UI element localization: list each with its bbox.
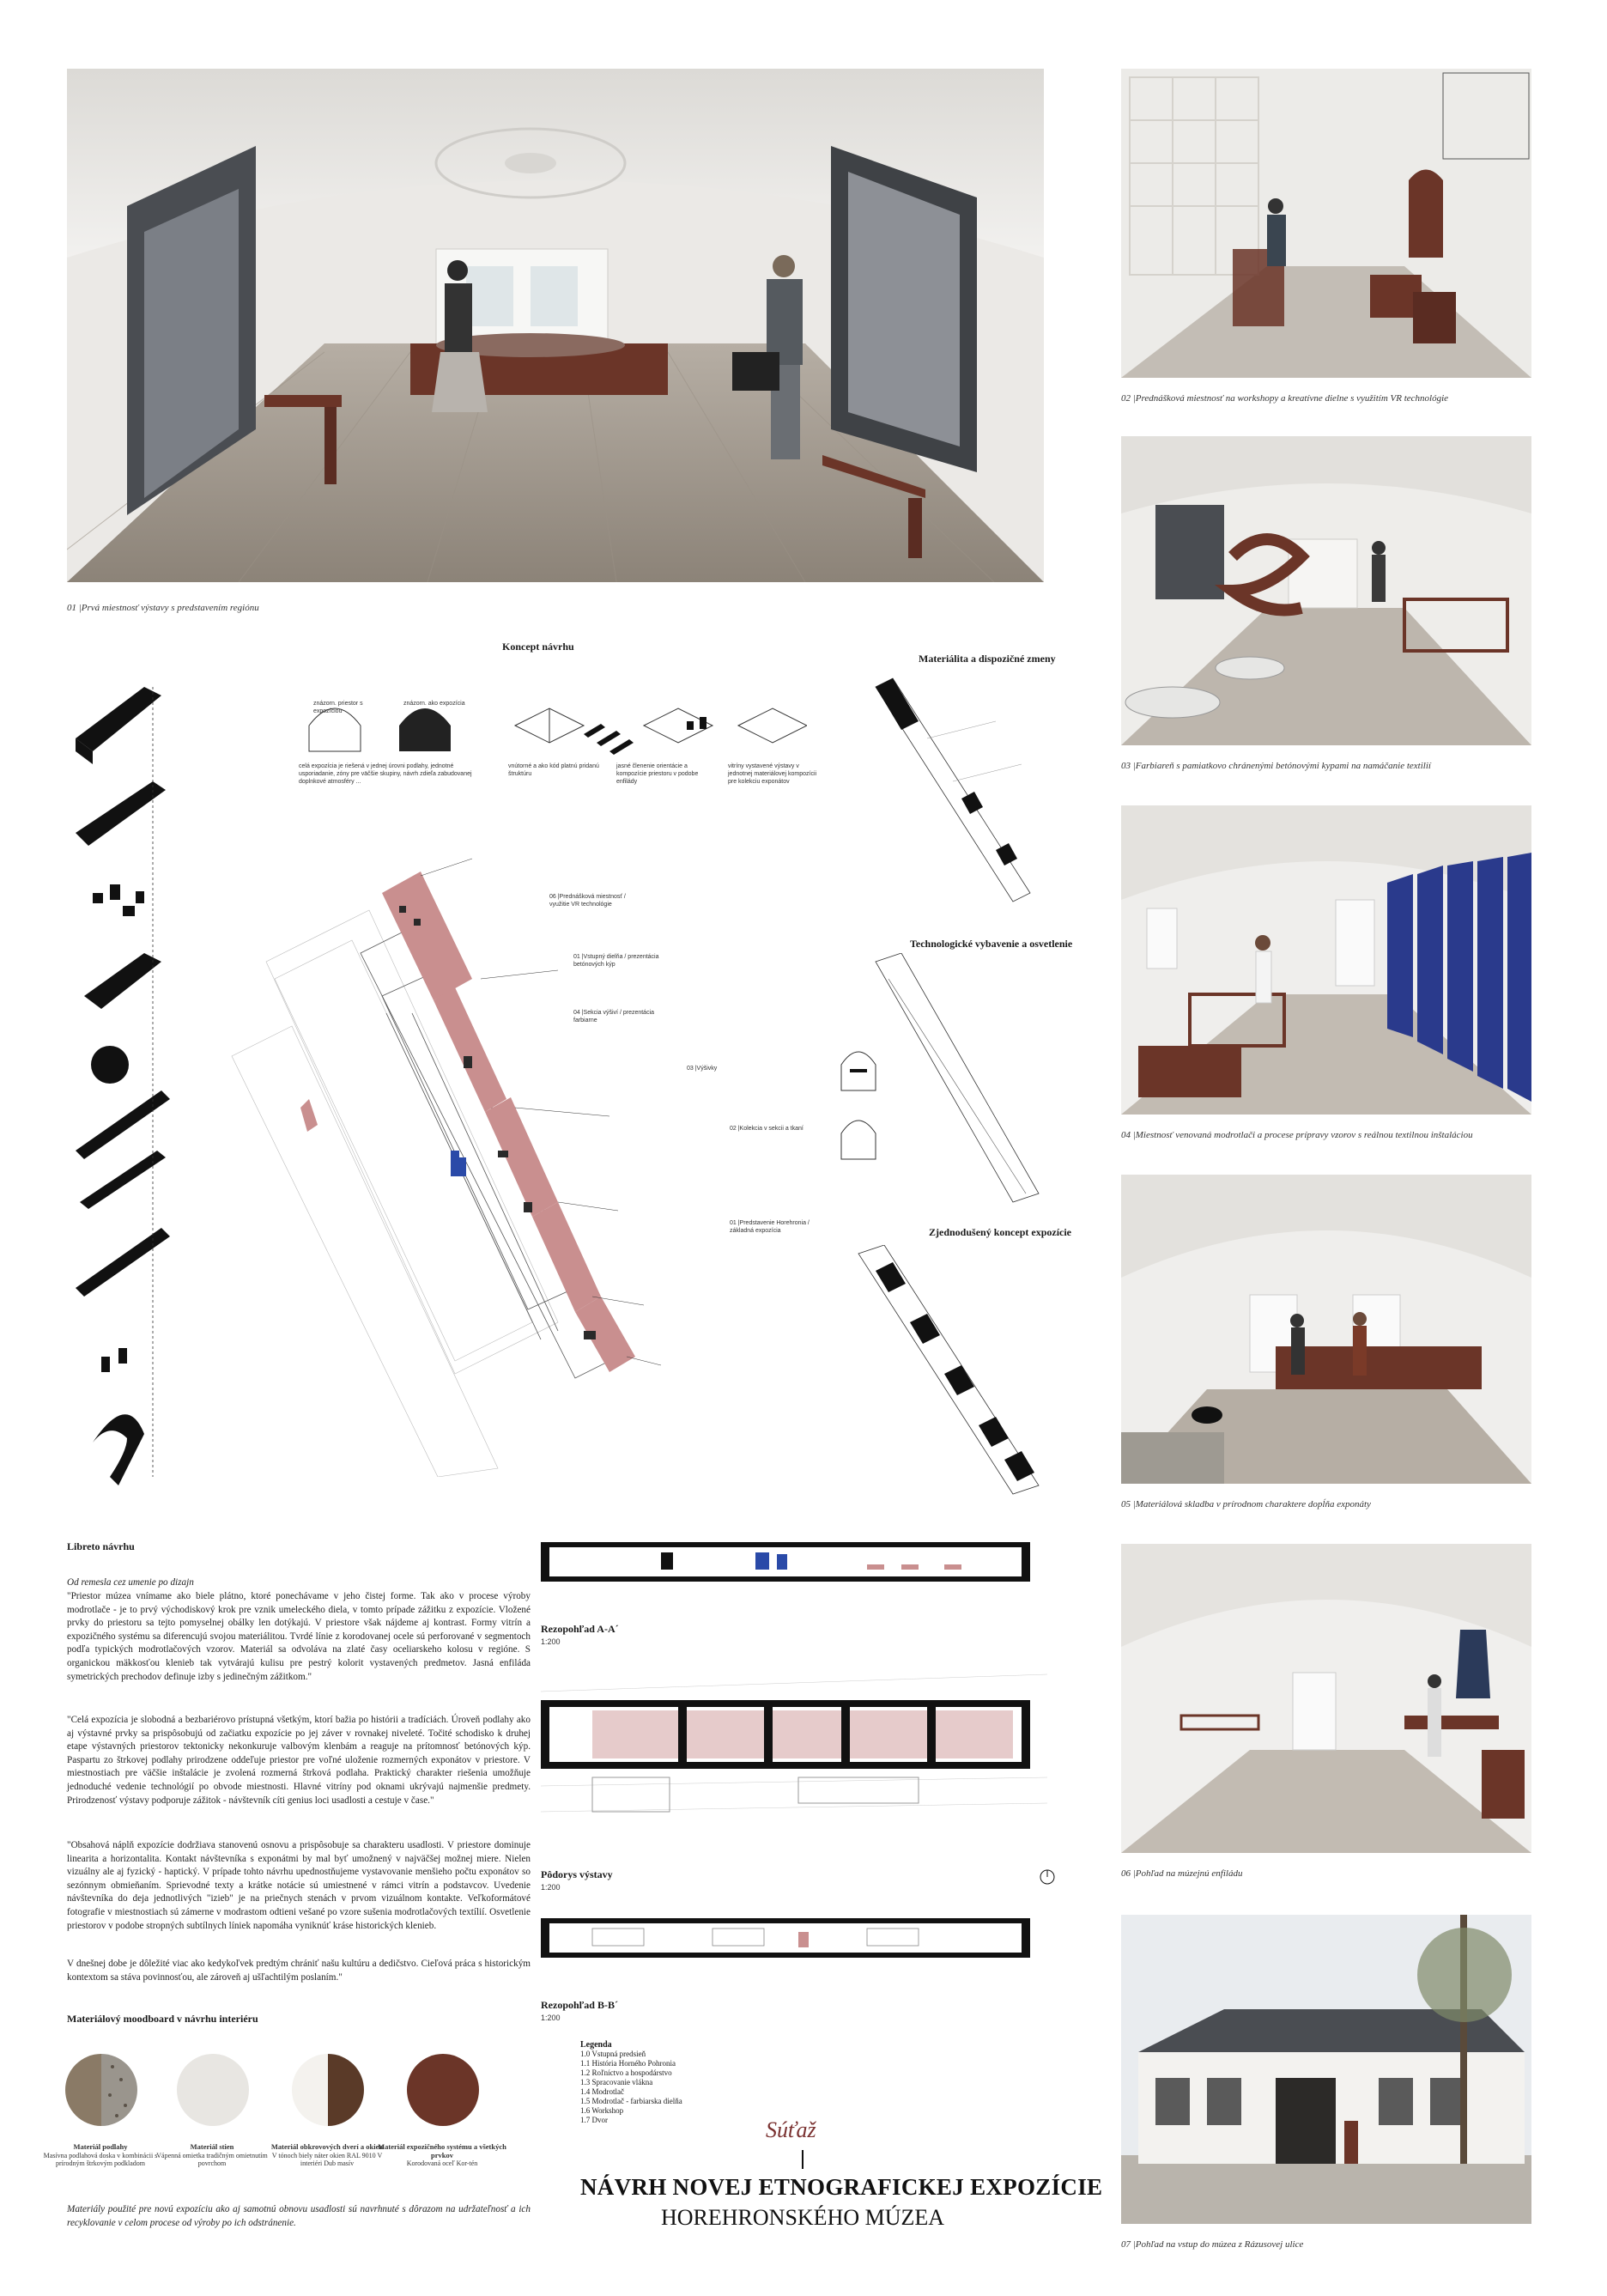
- legend-item: 1.4 Modrotlač: [580, 2087, 624, 2096]
- exploded-axonometry-strip: [67, 670, 213, 1494]
- swatch-corten: [407, 2054, 479, 2126]
- swatch-floor: [65, 2054, 137, 2126]
- render-02-workshop: [1121, 69, 1531, 378]
- concept-label-a: znázorn. priestor s expozíciou: [313, 701, 363, 714]
- swatch-floor-label: Materiál podlahy Masívna podlahová doska v kombinácii s prírodným štrkovým podkladom: [43, 2142, 158, 2167]
- section-bb-title: Rezopohľad B-B´: [541, 1999, 618, 2011]
- legend-item: 1.3 Spracovanie vlákna: [580, 2078, 653, 2086]
- legend-title: Legenda: [580, 2040, 612, 2050]
- plan-label-3: 04 |Sekcia výšiví / prezentácia farbiarne: [573, 1010, 655, 1023]
- north-arrow-icon: [1039, 1868, 1056, 1886]
- project-title: NÁVRH NOVEJ ETNOGRAFICKEJ EXPOZÍCIE: [580, 2174, 1103, 2200]
- render-05-material-room: [1121, 1175, 1531, 1484]
- section-aa-title: Rezopohľad A-A´: [541, 1623, 619, 1635]
- plan-label-1: 06 |Prednášková miestnosť / využitie VR technológie: [549, 894, 626, 908]
- swatch-walls-label: Materiál stien Vápenná omietka tradičným omietnutím povrchom: [156, 2142, 268, 2167]
- render-01-caption: 01 |Prvá miestnosť výstavy s predstavením regiónu: [67, 603, 259, 613]
- libreto-paragraph-4: V dnešnej dobe je dôležité viac ako kedykoľvek predtým chrániť našu kultúru a dedičstvo. Cieľová práca s historickým kontextom sa stáva povinnosťou, ale zároveň aj ušľachtilým poslaním.": [67, 1959, 531, 1983]
- title-divider: [802, 2150, 804, 2169]
- libreto-paragraph-1: "Priestor múzea vnímame ako biele plátno, ktoré ponechávame v jeho čistej forme. Tak ako v procese výroby modrotlače - je to prvý východiskový krok pre vznik umeleckého diela, v tomto prípade zážitku z expozície. Vložené prvky do priestoru sa tejto pomyselnej obálky len dotýkajú. V priestore však nájdeme aj kontrast. Formy vitrín a expozičného systému sa diferencujú svojou materiálitou. Tvrdé línie z korodovanej ocele sú perforované v segmentoch podľa typických modrotlačových vzorov. Materiál sa odvoláva na zlaté časy oceliarskeho kolosu v regióne. S organickou mäkkosťou klenieb tak vytvárajú kulisu pre pestrý kolorit vystavených predmetov. Jasná enfiláda symetrických prechodov definuje izby s jedinečným zážitkom.": [67, 1591, 531, 1682]
- floor-plan-scale: 1:200: [541, 1883, 561, 1892]
- plan-label-4: 03 |Výšivky: [687, 1066, 718, 1072]
- section-aa-scale: 1:200: [541, 1637, 561, 1646]
- floor-plan-drawing: [541, 1657, 1047, 1837]
- render-04-caption: 04 |Miestnosť venovaná modrotlači a procese prípravy vzorov s reálnou textilnou inštaláciou: [1121, 1130, 1473, 1140]
- libreto-subtitle: Od remesla cez umenie po dizajn: [67, 1577, 194, 1588]
- legend-item: 1.2 Roľníctvo a hospodárstvo: [580, 2068, 672, 2077]
- render-07-caption: 07 |Pohľad na vstup do múzea z Rázusovej ulice: [1121, 2239, 1304, 2250]
- concept-step-2: jasné členenie orientácie a kompozície priestoru v podobe enfilády: [616, 763, 699, 785]
- swatch-windows-label: Materiál obkrovových dverí a okien V tónoch biely náter okien RAL 9010 V interiéri Dub masív: [270, 2142, 384, 2167]
- moodboard-note: Materiály použité pre novú expozíciu ako aj samotnú obnovu usadlosti sú navrhnuté s dôrazom na udržateľnosť a ich recyklovanie v celom procese od výroby po ich odstránenie.: [67, 2204, 531, 2228]
- simplified-header: Zjednodušený koncept expozície: [929, 1226, 1072, 1238]
- legend-item: 1.6 Workshop: [580, 2106, 624, 2115]
- legend-item: 1.7 Dvor: [580, 2116, 608, 2124]
- libreto-header: Libreto návrhu: [67, 1540, 135, 1552]
- legend: [580, 2040, 682, 2125]
- concept-step-1: vnútorné a ako kód platnú pridanú štruktúru: [508, 763, 599, 777]
- contest-label: Súťaž: [766, 2117, 816, 2142]
- concept-label-b: znázorn. ako expozícia: [403, 701, 465, 707]
- libreto-paragraph-3: "Obsahová náplň expozície dodržiava stanovenú osnovu a prispôsobuje sa charakteru usadlosti. V priestore dominuje linearita a horizontalita. Kontakt návštevníka s exponátmi by mal byť umožnený v najväčšej možnej miere. Nielen vizuálny ale aj fyzický - haptický. V prípade tohto návrhu upednostňujeme vystavovanie menšieho počtu exponátov so sezónnym obmieňaním. Sprievodné texty a krátke notácie sú umiestnené v rámci vitrín a podstavcov. Uvedenie návštevníka do deja jednotlivých "izieb" je na priečnych stenách v prvom vizuálnom kontakte. Veľkoformátové fotografie v miestnostiach sú zámerne v modrastom odtieni vešané po vzore sušenia modrotlačových textílií. Osvetlenie priestorov v podobe stropných subtílnych líniek napomáha vyniknúť kráse historických klenieb.: [67, 1840, 531, 1931]
- legend-item: 1.5 Modrotlač - farbiarska dielňa: [580, 2097, 682, 2105]
- concept-step-3: vitríny vystavené výstavy v jednotnej materiálovej kompozícii pre kolekciu exponátov: [728, 763, 817, 785]
- project-subtitle: HOREHRONSKÉHO MÚZEA: [661, 2205, 945, 2230]
- legend-item: 1.0 Vstupná predsieň: [580, 2050, 646, 2058]
- technology-header: Technologické vybavenie a osvetlenie: [910, 938, 1073, 950]
- render-05-caption: 05 |Materiálová skladba v prírodnom charaktere dopĺňa exponáty: [1121, 1499, 1371, 1509]
- materials-header: Materiálita a dispozičné zmeny: [919, 653, 1056, 665]
- swatch-windows-doors: [292, 2054, 364, 2126]
- section-bb-scale: 1:200: [541, 2014, 561, 2022]
- render-03-caption: 03 |Farbiareň s pamiatkovo chránenými betónovými kypami na namáčanie textilií: [1121, 761, 1431, 771]
- floor-plan-title: Pôdorys výstavy: [541, 1868, 613, 1880]
- render-03-dyehouse: [1121, 436, 1531, 745]
- plan-label-2: 01 |Vstupný dielňa / prezentácia betónových kýp: [573, 954, 659, 968]
- swatch-corten-label: Materiál expozičného systému a všetkých prvkov Korodovaná oceľ Kor-tén: [378, 2142, 506, 2167]
- render-02-caption: 02 |Prednášková miestnosť na workshopy a kreatívne dielne s využitím VR technológie: [1121, 393, 1449, 404]
- simplified-diagram: [824, 1245, 1064, 1503]
- technology-diagram: [824, 953, 1064, 1211]
- axonometric-plan: [215, 841, 833, 1477]
- section-aa-drawing: [541, 1542, 1030, 1582]
- plan-label-5: 02 |Kolekcia v sekcii a tkaní: [730, 1126, 804, 1132]
- section-bb-drawing: [541, 1918, 1030, 1958]
- libreto-paragraph-2: "Celá expozícia je slobodná a bezbariérovo prístupná všetkým, ktorí bažia po histórii a tradíciách. Úroveň podlahy ako aj výstavné prvky sa prispôsobujú od začiatku expozície po jej záver v rovnakej niveleté. Točité schodisko k druhej etape výstavných priestorov tektonicky nekonkuruje valbovým klenbám a reaguje na prítomnosť betónových kýp. Paspartu zo štrkovej podlahy prirodzene oddeľuje priestor pre voľné uloženie rozmerných exponátov v priestore. V miestnostiach pre väčšie inštalácie je zvolená rozmerná štrková podlaha. Praktický charakter riešenia umožňuje jednoduché vedenie technológií po obvode miestnosti. Hlavné vitríny pod oknami ukrývajú najmenšie predmety. Prirodzenosť výstavy podporuje zážitok - návštevník cíti genius loci usadlosti a cestuje v čase.": [67, 1715, 531, 1806]
- swatch-walls: [177, 2054, 249, 2126]
- render-04-blueprint-room: [1121, 805, 1531, 1115]
- materials-diagram: [824, 670, 1064, 910]
- concept-note: celá expozícia je riešená v jednej úrovni podlahy, jednotné usporiadanie, zóny pre väčšie skupiny, návrh zdieľa zabudovanej doplnkové atmosféry ...: [299, 763, 472, 785]
- concept-header: Koncept návrhu: [502, 641, 574, 653]
- render-06-enfilade: [1121, 1544, 1531, 1853]
- legend-item: 1.1 História Horného Pohronia: [580, 2059, 676, 2068]
- render-01-main-gallery: [67, 69, 1044, 582]
- moodboard-header: Materiálový moodboard v návrhu interiéru: [67, 2013, 258, 2025]
- render-07-entrance: [1121, 1915, 1531, 2224]
- render-06-caption: 06 |Pohľad na múzejnú enfiládu: [1121, 1868, 1243, 1879]
- plan-label-6: 01 |Predstavenie Horehronia / základná expozícia: [730, 1220, 810, 1234]
